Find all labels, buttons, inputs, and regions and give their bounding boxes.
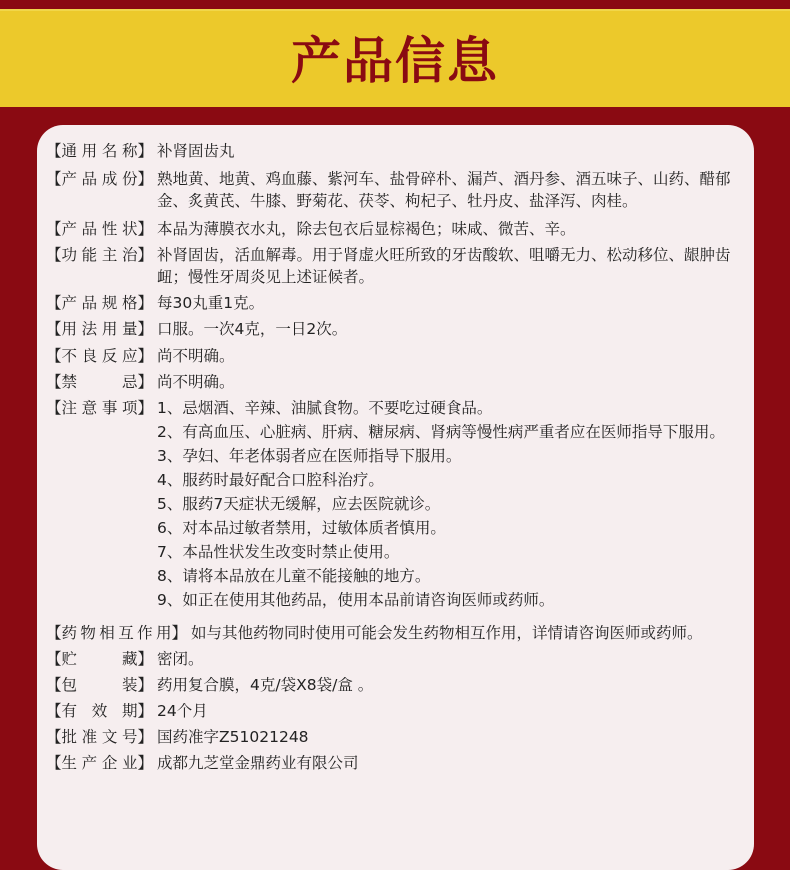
row-value: 补肾固齿丸 xyxy=(157,142,235,160)
row-value: 尚不明确。 xyxy=(157,347,235,365)
row-expiry xyxy=(46,700,746,722)
header-banner xyxy=(0,9,790,107)
row-generic-name xyxy=(46,140,746,162)
row-precautions xyxy=(46,397,746,611)
row-label: 【包装】 xyxy=(46,676,154,694)
row-label: 【注意事项】 xyxy=(46,399,154,417)
precaution-item: 2、有高血压、心脏病、肝病、糖尿病、肾病等慢性病严重者应在医师指导下服用。 xyxy=(157,423,725,441)
row-value: 成都九芝堂金鼎药业有限公司 xyxy=(157,754,359,772)
row-value: 补肾固齿，活血解毒。用于肾虚火旺所致的牙齿酸软、咀嚼无力、松动移位、龈肿齿衄；慢性牙周炎见上述证候者。 xyxy=(157,246,731,286)
row-value: 尚不明确。 xyxy=(157,373,235,391)
row-label: 【产品性状】 xyxy=(46,220,154,238)
row-package xyxy=(46,674,746,696)
row-ingredients xyxy=(46,168,746,212)
row-label: 【产品成份】 xyxy=(46,170,154,188)
row-adverse-reactions xyxy=(46,345,746,367)
precaution-item: 9、如正在使用其他药品，使用本品前请咨询医师或药师。 xyxy=(157,591,555,609)
row-drug-interactions xyxy=(46,622,746,644)
precaution-item: 5、服药7天症状无缓解，应去医院就诊。 xyxy=(157,495,441,513)
row-value: 口服。一次4克，一日2次。 xyxy=(157,320,348,338)
row-label: 【产品规格】 xyxy=(46,294,154,312)
row-label: 【用法用量】 xyxy=(46,320,154,338)
row-label: 【贮藏】 xyxy=(46,650,154,668)
page-title: 产品信息 xyxy=(291,32,499,90)
precaution-item: 8、请将本品放在儿童不能接触的地方。 xyxy=(157,567,431,585)
row-label: 【生产企业】 xyxy=(46,754,154,772)
row-value: 国药准字Z51021248 xyxy=(157,728,309,746)
row-label: 【不良反应】 xyxy=(46,347,154,365)
row-approval-number xyxy=(46,726,746,748)
row-manufacturer xyxy=(46,752,746,774)
row-label: 【通用名称】 xyxy=(46,142,154,160)
row-indications xyxy=(46,244,746,288)
precaution-item: 4、服药时最好配合口腔科治疗。 xyxy=(157,471,384,489)
row-label: 【禁忌】 xyxy=(46,373,154,391)
row-value: 24个月 xyxy=(157,702,208,720)
precaution-item: 1、忌烟酒、辛辣、油腻食物。不要吃过硬食品。 xyxy=(157,399,493,417)
row-label: 【功能主治】 xyxy=(46,246,154,264)
row-storage xyxy=(46,648,746,670)
row-dosage xyxy=(46,318,746,340)
row-value: 药用复合膜，4克/袋X8袋/盒 。 xyxy=(157,676,374,694)
precaution-item: 3、孕妇、年老体弱者应在医师指导下服用。 xyxy=(157,447,462,465)
row-value: 密闭。 xyxy=(157,650,204,668)
info-list xyxy=(46,140,746,774)
row-label: 【有效期】 xyxy=(46,702,154,720)
row-value: 如与其他药物同时使用可能会发生药物相互作用，详情请咨询医师或药师。 xyxy=(191,624,703,642)
row-appearance xyxy=(46,218,746,240)
row-label: 【批准文号】 xyxy=(46,728,154,746)
precaution-item: 6、对本品过敏者禁用，过敏体质者慎用。 xyxy=(157,519,446,537)
row-value: 熟地黄、地黄、鸡血藤、紫河车、盐骨碎朴、漏芦、酒丹参、酒五味子、山药、醋郁金、炙黄芪、牛膝、野菊花、茯苓、枸杞子、牡丹皮、盐泽泻、肉桂。 xyxy=(157,170,731,210)
row-label: 【药物相互作用】 xyxy=(46,624,188,642)
row-value: 本品为薄膜衣水丸，除去包衣后显棕褐色；味咸、微苦、辛。 xyxy=(157,220,576,238)
row-value: 每30丸重1克。 xyxy=(157,294,265,312)
row-contraindications xyxy=(46,371,746,393)
precautions-list xyxy=(157,397,746,611)
row-specification xyxy=(46,292,746,314)
precaution-item: 7、本品性状发生改变时禁止使用。 xyxy=(157,543,400,561)
